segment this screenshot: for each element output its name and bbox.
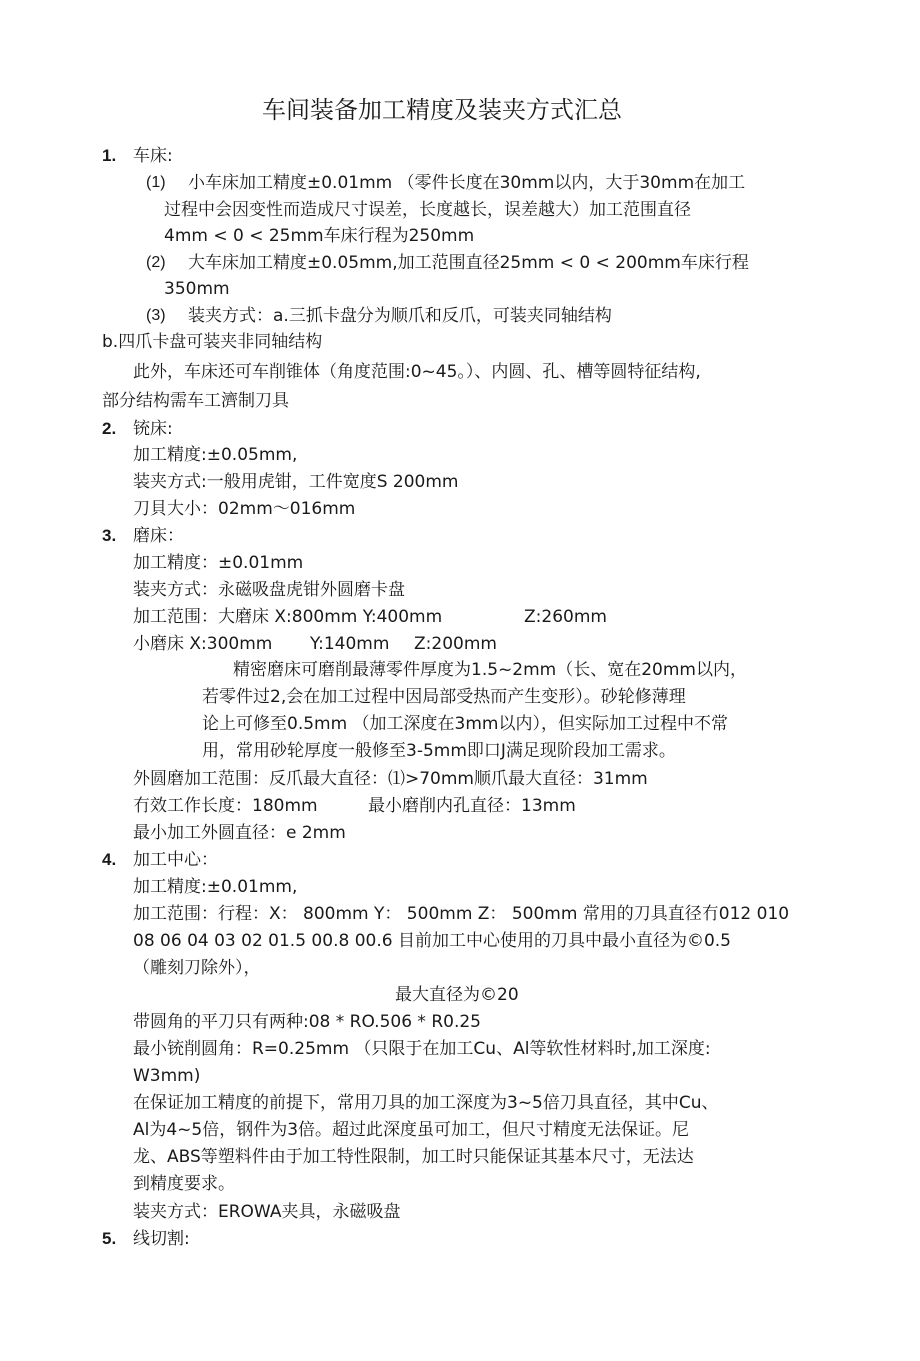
paragraph-line: 部分结构需车工濟制刀具 [102,391,289,411]
text-line: 小车床加工精度±0.01mm （零件长度在30mm以内，大于30mm在加工 [188,173,746,193]
section-heading: 加工中心： [133,850,218,870]
text-line: Z:200mm [414,634,497,654]
text-line: 大车床加工精度±0.05mm,加工范围直径25mm < 0 < 200mm车床行程 [188,253,749,273]
section-number: 4. [102,850,117,869]
text-line: 加工范围：行程：X： 800mm Y： 500mm Z： 500mm 常用的刀具直径冇012 010 [133,904,790,924]
text-line: W3mm) [133,1066,201,1086]
text-line: 加工精度：±0.01mm [133,553,304,573]
text-line: 最小铳削圆角：R=0.25mm （只限于在加工Cu、Al等软性材料时,加工深度: [133,1039,711,1059]
page-title: 车间装备加工精度及装夹方式汇总 [262,96,622,124]
paragraph-line: 到精度要求。 [133,1174,235,1194]
text-line: 过程中会因变性而造成尺寸误差，长度越长，误差越大）加工范围直径 [164,200,691,220]
paragraph-line: 龙、ABS等塑料件由于加工特性限制，加工时只能保证其基本尺寸，无法达 [133,1147,694,1167]
item-number: (1) [146,174,166,191]
text-line: 装夹方式：a.三抓卡盘分为顺爪和反爪，可装夹同轴结构 [188,306,612,326]
section-heading: 铳床: [133,419,173,439]
text-line: 最小磨削内孔直径：13mm [368,796,576,816]
text-line: 外圆磨加工范围：反爪最大直径：⑴>70mm顺爪最大直径：31mm [133,769,648,789]
text-line: 刀貝大小：02mm〜016mm [133,499,356,519]
paragraph-line: 用，常用砂轮厚度一般修至3-5mm即口J满足现阶段加工需求。 [202,741,676,761]
section-heading: 车床: [133,146,173,166]
item-number: (3) [146,307,166,324]
text-line: Z:260mm [524,607,607,627]
text-line: 350mm [164,279,230,299]
section-heading: 线切割: [133,1229,190,1249]
paragraph-line: 论上可修至0.5mm （加工深度在3mm以内），但实际加工过程中不常 [202,714,728,734]
text-line: 冇效工作长度：180mm [133,796,318,816]
text-line: 装夹方式：永磁吸盘虎钳外圆磨卡盘 [133,580,405,600]
text-line: 带圆角的平刀只有两种:08 * RO.506 * R0.25 [133,1012,481,1032]
text-line: 4mm < 0 < 25mm车床行程为250mm [164,226,475,246]
text-line: 小磨床 X:300mm [133,634,273,654]
paragraph-line: 此外，车床还可车削锥体（角度范围:0~45。）、内圆、孔、槽等圆特征结构, [133,362,701,382]
text-line: 最小加工外圆直径：e 2mm [133,823,346,843]
text-line: 装夹方式：EROWA夹具，永磁吸盘 [133,1202,401,1222]
text-line: Y:140mm [310,634,390,654]
text-line: 加工范围：大磨床 X:800mm Y:400mm [133,607,443,627]
paragraph-line: 精密磨床可磨削最薄零件厚度为1.5~2mm（长、宽在20mm以内， [233,660,747,680]
text-line: 08 06 04 03 02 01.5 00.8 00.6 目前加工中心使用的刀具中最小直径为©0.5 [133,931,731,951]
text-line: 装夹方式:一般用虎钳，工件宽度S 200mm [133,472,459,492]
item-number: (2) [146,254,166,271]
text-line: 加工精度:±0.05mm, [133,445,298,465]
section-number: 3. [102,526,117,545]
section-number: 5. [102,1229,117,1248]
section-heading: 磨床： [133,526,184,546]
text-line: 最大直径为©20 [395,985,519,1005]
text-line: 加工精度:±0.01mm, [133,877,298,897]
section-number: 2. [102,419,117,438]
text-line: （雕刻刀除外）， [133,958,261,978]
section-number: 1. [102,146,117,165]
paragraph-line: 在保证加工精度的前提下，常用刀具的加工深度为3~5倍刀具直径，其中Cu、 [133,1093,719,1113]
paragraph-line: Al为4~5倍，钢件为3倍。超过此深度虽可加工，但尺寸精度无法保证。尼 [133,1120,690,1140]
paragraph-line: 若零件过2,会在加工过程中因局部受热而产生变形）。砂轮修薄理 [202,687,686,707]
text-line: b.四爪卡盘可装夹非同轴结构 [102,332,323,352]
